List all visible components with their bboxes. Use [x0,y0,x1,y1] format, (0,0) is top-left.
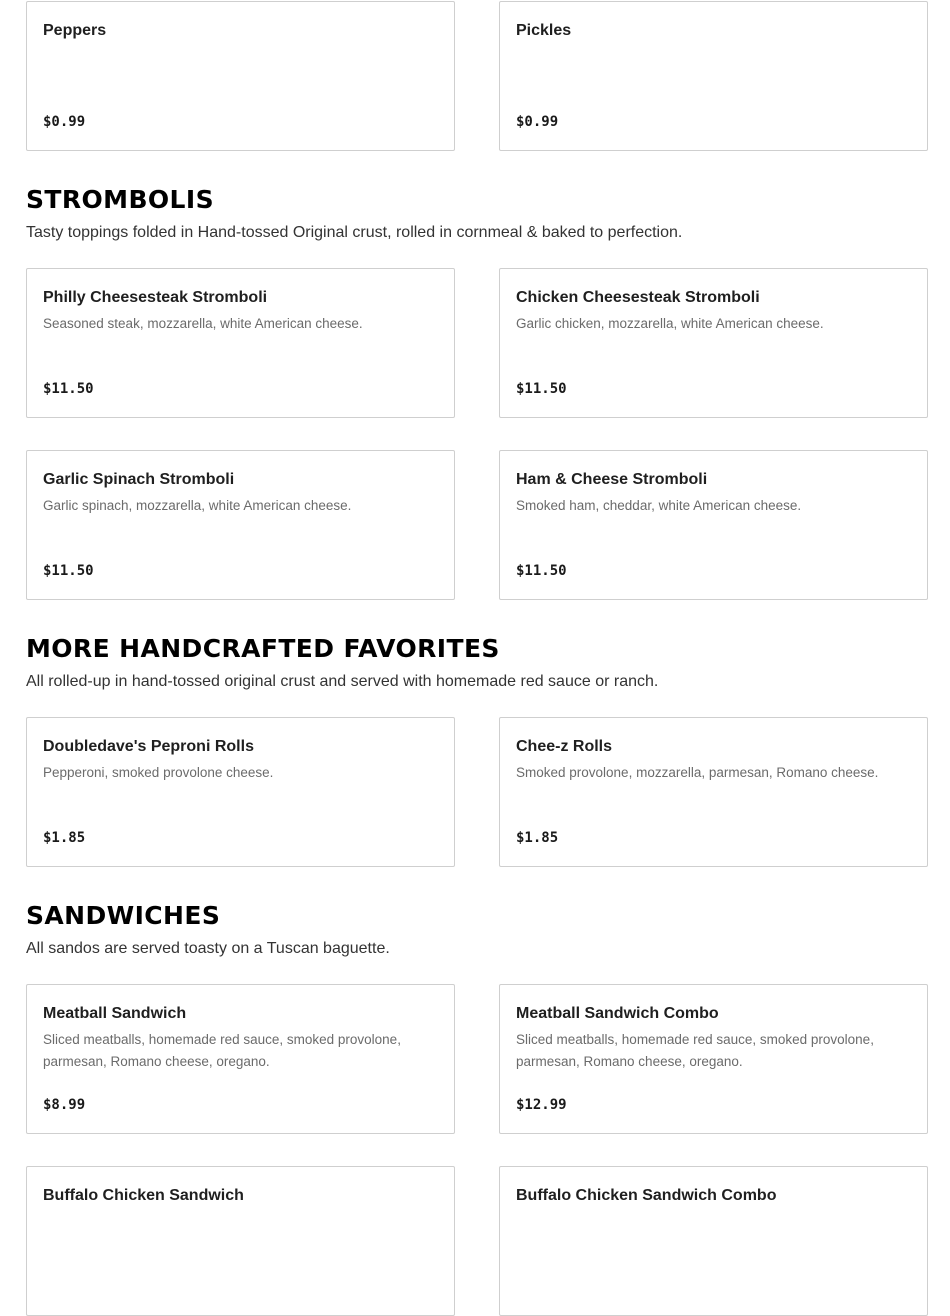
item-description: Sliced meatballs, homemade red sauce, smoked provolone, parmesan, Romano cheese, oregano. [43,1032,401,1069]
sandwiches-grid [26,984,928,1316]
menu-item-card[interactable] [499,268,928,418]
item-description: Garlic spinach, mozzarella, white American cheese. [43,498,352,513]
item-name: Chee-z Rolls [516,738,613,755]
menu-item-card[interactable] [26,984,455,1134]
menu-item-card[interactable] [499,1,928,151]
section-strombolis [26,185,928,600]
item-price: $1.85 [516,830,559,846]
item-price: $8.99 [43,1097,86,1113]
menu-item-card[interactable] [26,1,455,151]
section-title: STROMBOLIS [26,185,214,214]
menu-item-card[interactable] [26,268,455,418]
menu-item-card[interactable] [26,717,455,867]
section-sandwiches [26,901,928,1316]
section-description: Tasty toppings folded in Hand-tossed Original crust, rolled in cornmeal & baked to perfection. [26,224,683,241]
section-title: MORE HANDCRAFTED FAVORITES [26,634,500,663]
favorites-grid [26,717,928,867]
item-price: $11.50 [516,563,567,579]
item-name: Meatball Sandwich Combo [516,1005,719,1022]
item-description: Seasoned steak, mozzarella, white American cheese. [43,316,363,331]
section-description: All rolled-up in hand-tossed original crust and served with homemade red sauce or ranch. [26,673,659,690]
item-price: $11.50 [43,381,94,397]
section-description: All sandos are served toasty on a Tuscan baguette. [26,940,390,957]
item-price: $12.99 [516,1097,567,1113]
item-description: Smoked ham, cheddar, white American cheese. [516,498,802,513]
item-price: $0.99 [516,114,559,130]
menu-item-card[interactable] [499,450,928,600]
section-more-handcrafted-favorites [26,634,928,867]
item-description: Pepperoni, smoked provolone cheese. [43,765,274,780]
item-description: Smoked provolone, mozzarella, parmesan, Romano cheese. [516,765,879,780]
item-name: Ham & Cheese Stromboli [516,471,708,488]
menu-item-card[interactable] [26,1166,455,1316]
item-price: $0.99 [43,114,86,130]
item-description: Garlic chicken, mozzarella, white American cheese. [516,316,824,331]
item-name: Buffalo Chicken Sandwich [43,1187,244,1204]
item-name: Meatball Sandwich [43,1005,187,1022]
item-name: Pickles [516,22,572,39]
item-price: $11.50 [43,563,94,579]
item-description: Sliced meatballs, homemade red sauce, smoked provolone, parmesan, Romano cheese, oregano. [516,1032,874,1069]
item-name: Philly Cheesesteak Stromboli [43,289,268,306]
section-title: SANDWICHES [26,901,221,930]
menu-item-card[interactable] [26,450,455,600]
menu-item-card[interactable] [499,1166,928,1316]
item-price: $1.85 [43,830,86,846]
item-name: Peppers [43,22,107,39]
item-price: $11.50 [516,381,567,397]
item-name: Garlic Spinach Stromboli [43,471,235,488]
item-name: Buffalo Chicken Sandwich Combo [516,1187,777,1204]
menu-item-card[interactable] [499,717,928,867]
item-name: Doubledave's Peproni Rolls [43,738,254,755]
menu-item-card[interactable] [499,984,928,1134]
menu-page [26,1,928,1316]
extras-grid [26,1,928,151]
strombolis-grid [26,268,928,600]
item-name: Chicken Cheesesteak Stromboli [516,289,760,306]
